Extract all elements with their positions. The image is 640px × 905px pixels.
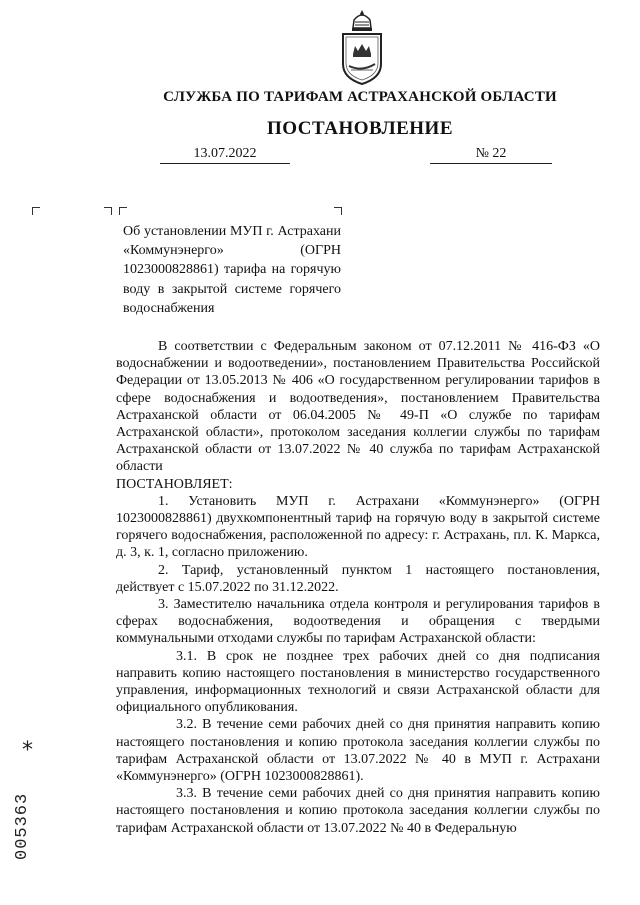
agency-name: СЛУЖБА ПО ТАРИФАМ АСТРАХАНСКОЙ ОБЛАСТИ (163, 89, 557, 105)
corner-mark (104, 207, 112, 215)
document-type-title: ПОСТАНОВЛЕНИЕ (266, 118, 454, 139)
corner-mark (32, 207, 40, 215)
document-date: 13.07.2022 (160, 146, 290, 164)
clause-3-3: 3.3. В течение семи рабочих дней со дня принятия направить копию настоящего постановления и копию протокола заседания коллегии службы по тарифам Астраханской области от 13.07.2022 № 40 в Федеральную (116, 786, 600, 836)
preamble-paragraph: В соответствии с Федеральным законом от 07.12.2011 № 416-ФЗ «О водоснабжении и водоотведении», постановлением Правительства Российской Федерации от 13.05.2013 № 406 «О государственном регулировании тарифов в сфере водоснабжения и водоотведения», постановлением Правительства Астраханской области от 06.04.2005 № 49-П «О службе по тарифам Астраханской области», протоколом заседания коллегии службы по тарифам Астраханской области от 13.07.2022 № 40 служба по тарифам Астраханской области (116, 339, 600, 475)
clause-2: 2. Тариф, установленный пунктом 1 настоящего постановления, действует с 15.07.2022 по 31.12.2022. (116, 562, 600, 595)
clause-1: 1. Установить МУП г. Астрахани «Коммунэнерго» (ОГРН 1023000828861) двухкомпонентный тариф на горячую воду в закрытой системе горячего водоснабжения, расположенной по адресу: г. Астрахань, пл. К. Маркса, д. 3, к. 1, согласно приложению. (116, 493, 600, 561)
document-subject: Об установлении МУП г. Астрахани «Коммунэнерго» (ОГРН 1023000828861) тарифа на горячую воду в закрытой системе горячего водоснабжения (123, 224, 341, 316)
corner-mark (119, 207, 127, 215)
document-body (116, 338, 600, 837)
corner-mark (334, 207, 342, 215)
clause-3-1: 3.1. В срок не позднее трех рабочих дней со дня подписания направить копию настоящего постановления в министерство государственного управления, информационных технологий и связи Астраханской области для официального опубликования. (116, 648, 600, 716)
clause-3-2: 3.2. В течение семи рабочих дней со дня принятия направить копию настоящего постановления и копию протокола заседания коллегии службы по тарифам Астраханской области от 13.07.2022 № 40 в МУП г. Астрахани «Коммунэнерго» (ОГРН 1023000828861). (116, 717, 600, 785)
margin-serial-number: 005363 (13, 792, 32, 860)
resolves-heading: ПОСТАНОВЛЯЕТ: (116, 476, 233, 492)
coat-of-arms-icon (337, 8, 387, 88)
margin-asterisk: * (22, 738, 33, 763)
clause-3: 3. Заместителю начальника отдела контроля и регулирования тарифов в сферах водоснабжения, водоотведения и обращения с твердыми коммунальными отходами службы по тарифам Астраханской области: (116, 597, 600, 647)
document-number: № 22 (430, 146, 552, 164)
